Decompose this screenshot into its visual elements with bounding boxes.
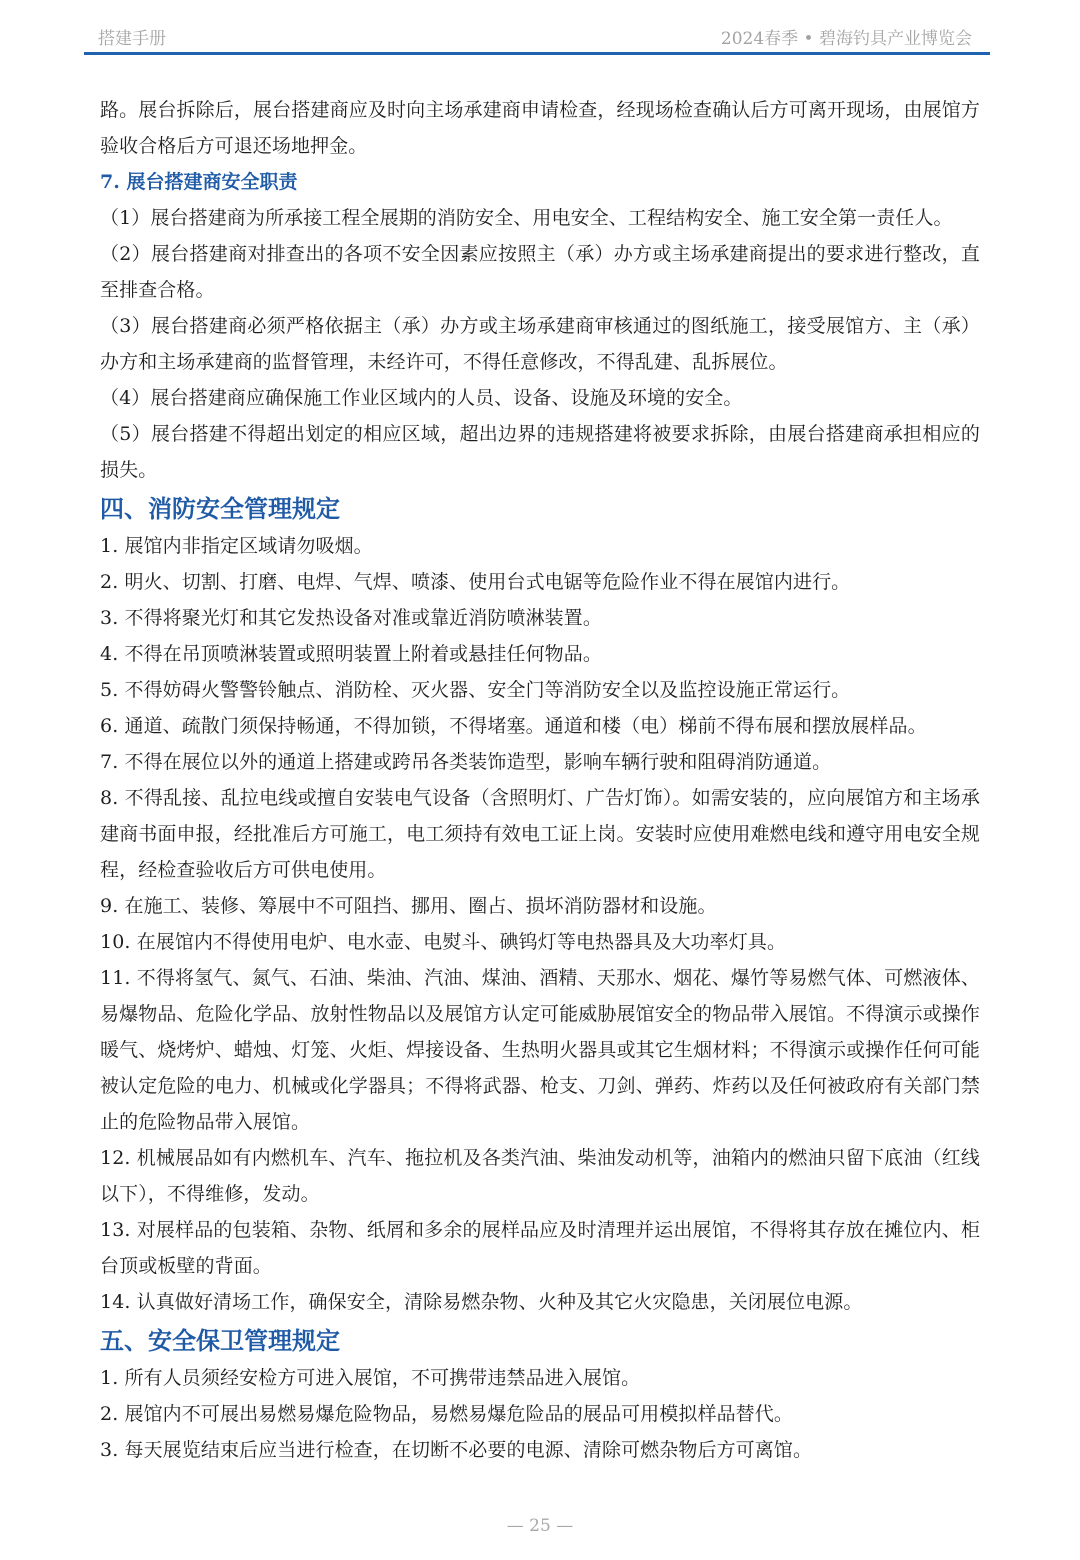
header-manual-title: 搭建手册 [98,29,166,49]
fire-rule-item: 12. 机械展品如有内燃机车、汽车、拖拉机及各类汽油、柴油发动机等，油箱内的燃油只留下底油（红线以下），不得维修，发动。 [100,1147,980,1205]
page-body [100,92,980,1468]
section-7-title: 7. 展台搭建商安全职责 [100,171,298,193]
section-7-item: （1）展台搭建商为所承接工程全展期的消防安全、用电安全、工程结构安全、施工安全第一责任人。 [100,207,953,229]
fire-rule-item: 5. 不得妨碍火警警铃触点、消防栓、灭火器、安全门等消防安全以及监控设施正常运行。 [100,679,851,701]
page-number: — 25 — [506,1516,574,1536]
security-section-title: 五、安全保卫管理规定 [100,1326,340,1355]
fire-rule-item: 13. 对展样品的包装箱、杂物、纸屑和多余的展样品应及时清理并运出展馆，不得将其存放在摊位内、柜台顶或板壁的背面。 [100,1219,980,1277]
page-header [84,18,990,52]
fire-rule-item: 1. 展馆内非指定区域请勿吸烟。 [100,535,373,557]
section-7-item: （2）展台搭建商对排查出的各项不安全因素应按照主（承）办方或主场承建商提出的要求进行整改，直至排查合格。 [100,243,980,301]
fire-rule-item: 2. 明火、切割、打磨、电焊、气焊、喷漆、使用台式电锯等危险作业不得在展馆内进行。 [100,571,851,593]
section-7-item: （4）展台搭建商应确保施工作业区域内的人员、设备、设施及环境的安全。 [100,387,743,409]
fire-rule-item: 6. 通道、疏散门须保持畅通，不得加锁，不得堵塞。通道和楼（电）梯前不得布展和摆放展样品。 [100,715,927,737]
fire-rule-item: 10. 在展馆内不得使用电炉、电水壶、电熨斗、碘钨灯等电热器具及大功率灯具。 [100,931,787,953]
section-7-item: （5）展台搭建不得超出划定的相应区域，超出边界的违规搭建将被要求拆除，由展台搭建商承担相应的损失。 [100,423,980,481]
header-event-title: 2024春季 • 碧海钓具产业博览会 [720,29,972,49]
header-divider [84,52,990,55]
fire-rule-item: 3. 不得将聚光灯和其它发热设备对准或靠近消防喷淋装置。 [100,607,602,629]
security-rule-item: 2. 展馆内不可展出易燃易爆危险物品，易燃易爆危险品的展品可用模拟样品替代。 [100,1403,793,1425]
fire-rule-item: 8. 不得乱接、乱拉电线或擅自安装电气设备（含照明灯、广告灯饰）。如需安装的，应向展馆方和主场承建商书面申报，经批准后方可施工，电工须持有效电工证上岗。安装时应使用难燃电线和遵守用电安全规程，经检查验收后方可供电使用。 [100,787,980,881]
fire-rule-item: 11. 不得将氢气、氮气、石油、柴油、汽油、煤油、酒精、天那水、烟花、爆竹等易燃气体、可燃液体、易爆物品、危险化学品、放射性物品以及展馆方认定可能威胁展馆安全的物品带入展馆。不得演示或操作暖气、烧烤炉、蜡烛、灯笼、火炬、焊接设备、生热明火器具或其它生烟材料；不得演示或操作任何可能被认定危险的电力、机械或化学器具；不得将武器、枪支、刀剑、弹药、炸药以及任何被政府有关部门禁止的危险物品带入展馆。 [100,967,980,1133]
fire-rule-item: 14. 认真做好清场工作，确保安全，清除易燃杂物、火种及其它火灾隐患，关闭展位电源。 [100,1291,863,1313]
continuation-paragraph: 路。展台拆除后，展台搭建商应及时向主场承建商申请检查，经现场检查确认后方可离开现场，由展馆方验收合格后方可退还场地押金。 [100,99,980,157]
security-rule-item: 1. 所有人员须经安检方可进入展馆，不可携带违禁品进入展馆。 [100,1367,641,1389]
security-rule-item: 3. 每天展览结束后应当进行检查，在切断不必要的电源、清除可燃杂物后方可离馆。 [100,1439,813,1461]
fire-section-title: 四、消防安全管理规定 [100,494,340,523]
fire-rule-item: 7. 不得在展位以外的通道上搭建或跨吊各类装饰造型，影响车辆行驶和阻碍消防通道。 [100,751,832,773]
section-7-item: （3）展台搭建商必须严格依据主（承）办方或主场承建商审核通过的图纸施工，接受展馆方、主（承）办方和主场承建商的监督管理，未经许可，不得任意修改，不得乱建、乱拆展位。 [100,315,980,373]
fire-rule-item: 4. 不得在吊顶喷淋装置或照明装置上附着或悬挂任何物品。 [100,643,602,665]
fire-rule-item: 9. 在施工、装修、筹展中不可阻挡、挪用、圈占、损坏消防器材和设施。 [100,895,717,917]
